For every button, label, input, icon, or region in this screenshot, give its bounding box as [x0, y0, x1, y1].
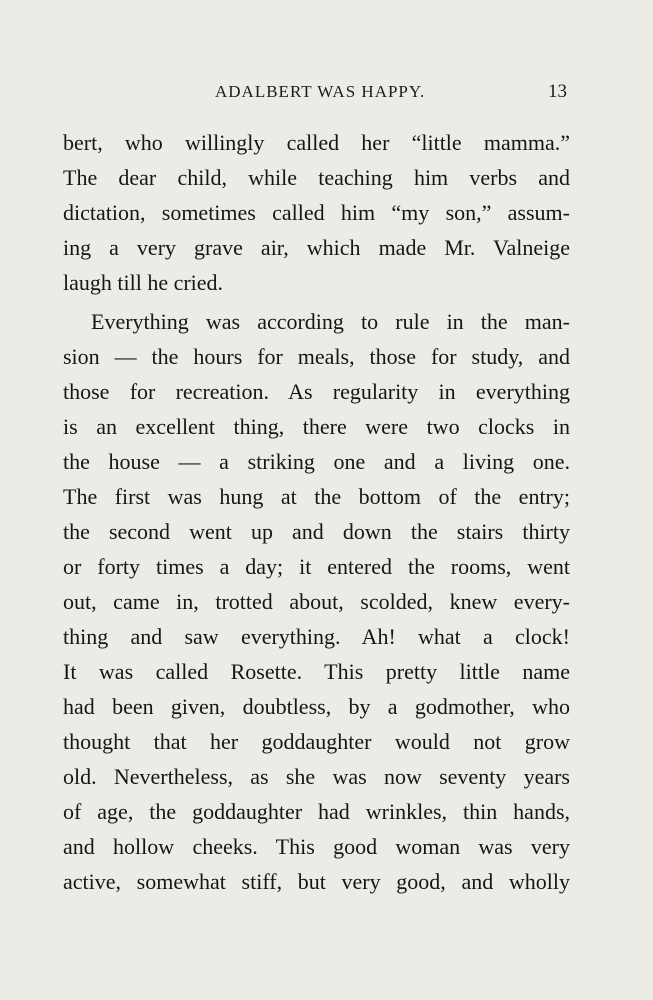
page-number: 13 — [548, 81, 567, 102]
text-line: thought that her goddaughter would not grow — [63, 729, 570, 754]
text-line: The first was hung at the bottom of the entry; — [63, 484, 570, 509]
text-line: bert, who willingly called her “little mamma.” — [63, 130, 570, 155]
text-line: dictation, sometimes called him “my son,” assum- — [63, 200, 570, 225]
running-head — [0, 82, 653, 106]
text-line: The dear child, while teaching him verbs and — [63, 165, 570, 190]
text-line: out, came in, trotted about, scolded, knew every- — [63, 589, 570, 614]
body-text — [63, 125, 570, 899]
text-line: the house — a striking one and a living one. — [63, 449, 570, 474]
text-line: the second went up and down the stairs thirty — [63, 519, 570, 544]
chapter-title: ADALBERT WAS HAPPY. — [215, 82, 426, 101]
text-line: or forty times a day; it entered the rooms, went — [63, 554, 570, 579]
text-line: laugh till he cried. — [63, 270, 224, 295]
text-line: had been given, doubtless, by a godmother, who — [63, 694, 570, 719]
text-line: and hollow cheeks. This good woman was very — [63, 834, 570, 859]
text-line: is an excellent thing, there were two clocks in — [63, 414, 570, 439]
text-line: ing a very grave air, which made Mr. Valneige — [63, 235, 570, 260]
text-line: sion — the hours for meals, those for study, and — [63, 344, 570, 369]
text-line: Everything was according to rule in the man- — [91, 309, 570, 334]
text-line: those for recreation. As regularity in everything — [63, 379, 570, 404]
text-line: thing and saw everything. Ah! what a clock! — [63, 624, 570, 649]
text-line: old. Nevertheless, as she was now seventy years — [63, 764, 570, 789]
text-line: active, somewhat stiff, but very good, and wholly — [63, 869, 570, 894]
text-line: of age, the goddaughter had wrinkles, thin hands, — [63, 799, 570, 824]
text-line: It was called Rosette. This pretty little name — [63, 659, 570, 684]
